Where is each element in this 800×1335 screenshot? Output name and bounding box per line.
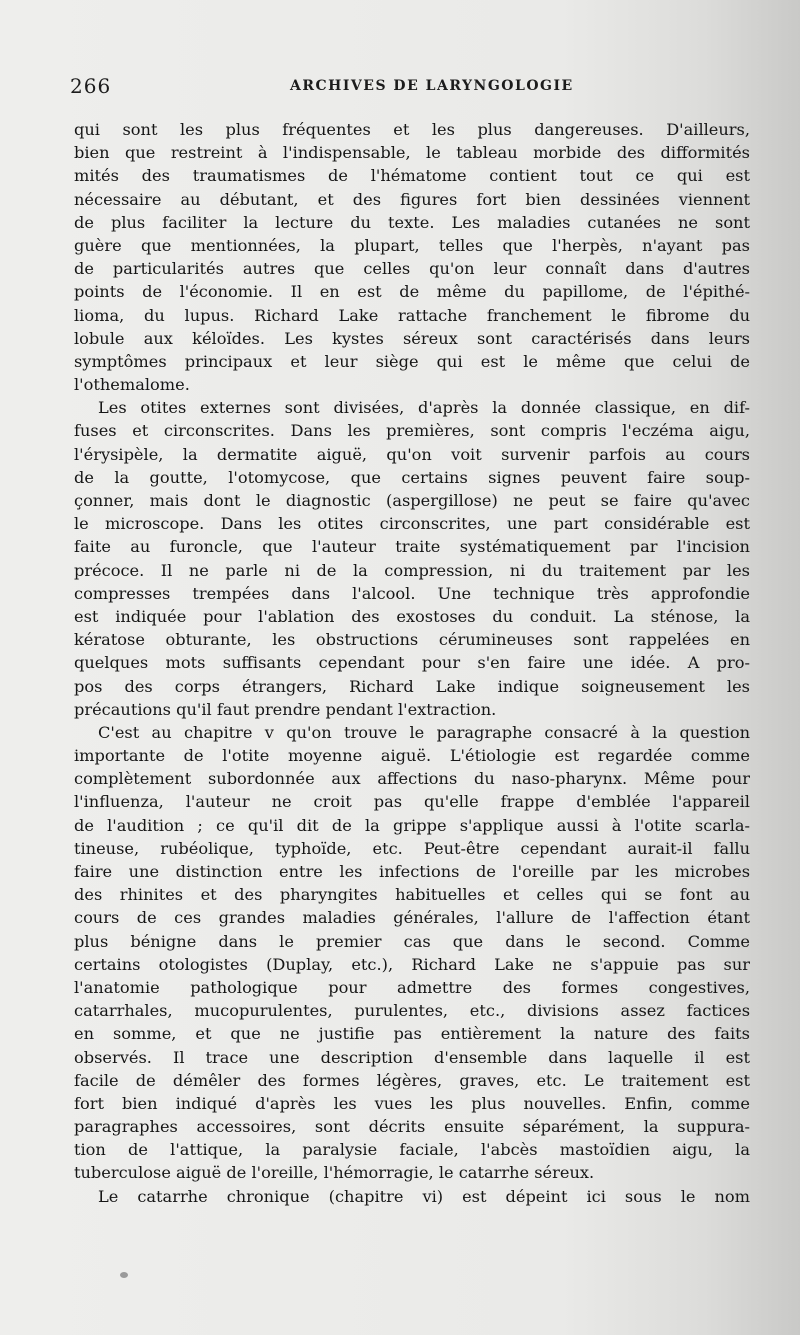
- text-line: quelques mots suffisants cependant pour s'en faire une idée. A pro-: [74, 653, 750, 673]
- text-line: en somme, et que ne justifie pas entièrement la nature des faits: [74, 1024, 750, 1044]
- page-header: [70, 74, 750, 98]
- text-line: des rhinites et des pharyngites habituelles et celles qui se font au: [74, 885, 750, 905]
- text-line: de l'audition ; ce qu'il dit de la grippe s'applique aussi à l'otite scarla-: [74, 815, 750, 835]
- text-line: symptômes principaux et leur siège qui est le même que celui de: [74, 351, 750, 371]
- text-line: paragraphes accessoires, sont décrits ensuite séparément, la suppura-: [74, 1117, 750, 1137]
- text-line: fort bien indiqué d'après les vues les plus nouvelles. Enfin, comme: [74, 1093, 750, 1113]
- text-line: tion de l'attique, la paralysie faciale, l'abcès mastoïdien aigu, la: [74, 1140, 750, 1160]
- text-line: çonner, mais dont le diagnostic (aspergillose) ne peut se faire qu'avec: [74, 491, 750, 510]
- text-line: compresses trempées dans l'alcool. Une technique très approfondie: [74, 583, 750, 603]
- text-line: précoce. Il ne parle ni de la compression, ni du traitement par les: [74, 560, 750, 580]
- text-line: lioma, du lupus. Richard Lake rattache franchement le fibrome du: [74, 305, 750, 325]
- text-line: l'anatomie pathologique pour admettre des formes congestives,: [74, 977, 750, 997]
- text-line: de plus faciliter la lecture du texte. Les maladies cutanées ne sont: [74, 212, 750, 232]
- text-line: Le catarrhe chronique (chapitre vi) est dépeint ici sous le nom: [98, 1186, 750, 1206]
- text-line: pos des corps étrangers, Richard Lake indique soigneusement les: [74, 676, 750, 696]
- text-line: l'othemalome.: [74, 375, 190, 395]
- text-line: points de l'économie. Il en est de même du papillome, de l'épithé-: [74, 282, 750, 302]
- text-line: de particularités autres que celles qu'on leur connaît dans d'autres: [74, 259, 750, 279]
- text-line: kératose obturante, les obstructions cérumineuses sont rappelées en: [74, 630, 750, 650]
- text-line: facile de démêler des formes légères, graves, etc. Le traitement est: [74, 1070, 750, 1090]
- text-line: Les otites externes sont divisées, d'après la donnée classique, en dif-: [98, 398, 750, 418]
- text-line: lobule aux kéloïdes. Les kystes séreux sont caractérisés dans leurs: [74, 328, 750, 348]
- text-line: qui sont les plus fréquentes et les plus dangereuses. D'ailleurs,: [74, 120, 750, 139]
- text-line: est indiquée pour l'ablation des exostoses du conduit. La sténose, la: [74, 606, 750, 626]
- text-line: fuses et circonscrites. Dans les premières, sont compris l'eczéma aigu,: [74, 421, 750, 441]
- text-line: faire une distinction entre les infections de l'oreille par les microbes: [74, 862, 750, 881]
- text-line: complètement subordonnée aux affections du naso-pharynx. Même pour: [74, 769, 750, 789]
- text-line: plus bénigne dans le premier cas que dans le second. Comme: [74, 931, 750, 951]
- text-line: l'érysipèle, la dermatite aiguë, qu'on voit survenir parfois au cours: [74, 444, 750, 464]
- text-line: mités des traumatismes de l'hématome contient tout ce qui est: [74, 166, 750, 186]
- text-line: guère que mentionnées, la plupart, telles que l'herpès, n'ayant pas: [74, 235, 750, 255]
- text-line: certains otologistes (Duplay, etc.), Richard Lake ne s'appuie pas sur: [74, 954, 750, 974]
- text-line: observés. Il trace une description d'ensemble dans laquelle il est: [74, 1047, 750, 1067]
- text-line: l'influenza, l'auteur ne croit pas qu'elle frappe d'emblée l'appareil: [74, 792, 750, 812]
- page-number: 266: [70, 74, 112, 98]
- text-line: bien que restreint à l'indispensable, le tableau morbide des difformités: [74, 143, 750, 163]
- text-line: catarrhales, mucopurulentes, purulentes, etc., divisions assez factices: [74, 1001, 750, 1021]
- text-line: importante de l'otite moyenne aiguë. L'étiologie est regardée comme: [74, 746, 750, 766]
- text-line: faite au furoncle, que l'auteur traite systématiquement par l'incision: [74, 537, 750, 557]
- ink-speck: [120, 1272, 128, 1278]
- text-line: cours de ces grandes maladies générales, l'allure de l'affection étant: [74, 908, 750, 928]
- text-line: tuberculose aiguë de l'oreille, l'hémorragie, le catarrhe séreux.: [74, 1163, 595, 1183]
- text-line: C'est au chapitre v qu'on trouve le paragraphe consacré à la question: [98, 722, 750, 742]
- text-line: précautions qu'il faut prendre pendant l'extraction.: [74, 699, 497, 719]
- running-title: ARCHIVES DE LARYNGOLOGIE: [290, 78, 574, 94]
- body-text: [74, 118, 750, 1208]
- text-line: de la goutte, l'otomycose, que certains signes peuvent faire soup-: [74, 467, 750, 487]
- text-line: nécessaire au débutant, et des figures fort bien dessinées viennent: [74, 189, 750, 209]
- text-line: le microscope. Dans les otites circonscrites, une part considérable est: [74, 514, 750, 534]
- text-line: tineuse, rubéolique, typhoïde, etc. Peut-être cependant aurait-il fallu: [74, 838, 750, 858]
